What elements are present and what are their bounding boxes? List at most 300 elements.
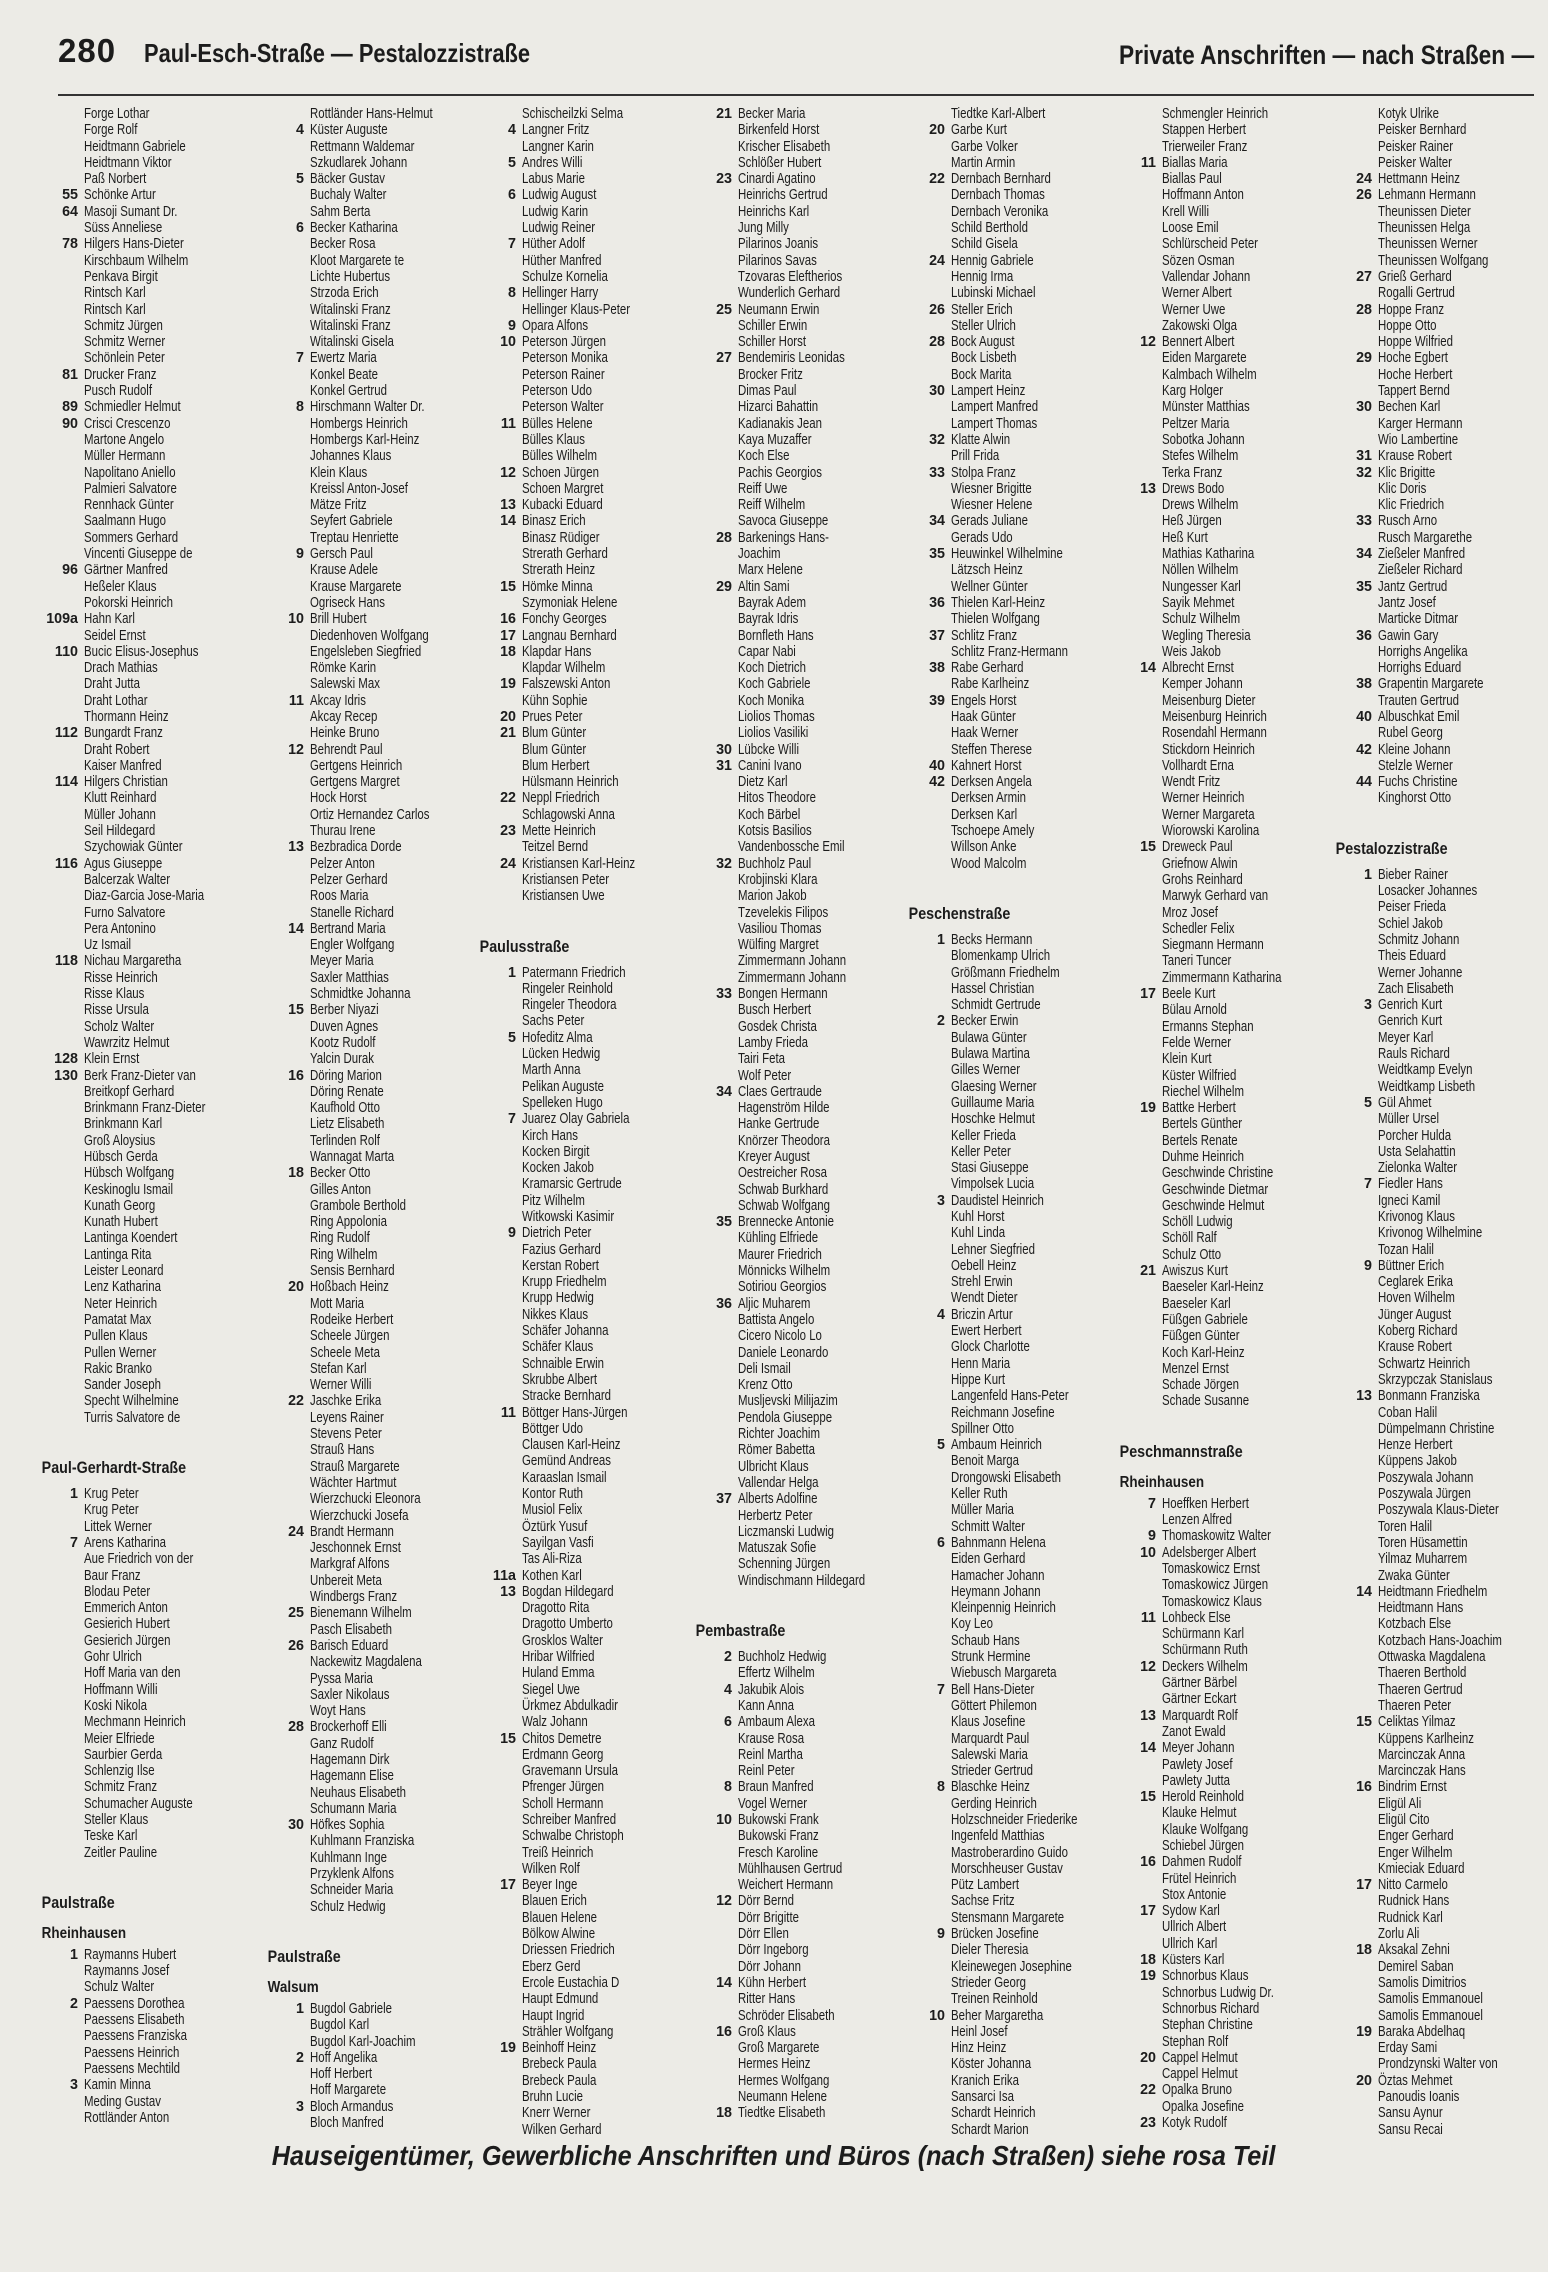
directory-entry <box>1334 2056 1546 2072</box>
resident-name: Witalinski Franz <box>310 301 391 318</box>
directory-entry <box>266 155 478 171</box>
directory-entry <box>907 1453 1119 1469</box>
resident-name: Stickdorn Heinrich <box>1162 741 1255 758</box>
directory-entry <box>1334 562 1546 578</box>
directory-entry <box>40 1551 252 1567</box>
directory-entry <box>1334 579 1546 595</box>
directory-entry <box>1334 1910 1546 1926</box>
directory-entry <box>1334 171 1546 187</box>
resident-name: Gertgens Margret <box>310 774 400 791</box>
resident-name: Ermanns Stephan <box>1162 1018 1254 1035</box>
house-number: 6 <box>724 1714 732 1731</box>
resident-name: Igneci Kamil <box>1378 1192 1441 1209</box>
resident-name: Schaub Hans <box>951 1632 1020 1649</box>
resident-name: Dernbach Thomas <box>951 187 1045 204</box>
house-number: 96 <box>62 562 78 579</box>
house-number: 12 <box>500 464 516 481</box>
directory-entry <box>40 1979 252 1995</box>
resident-name: Ring Rudolf <box>310 1230 370 1247</box>
resident-name: Daniele Leonardo <box>738 1344 829 1361</box>
resident-name: Siegel Uwe <box>522 1681 580 1698</box>
resident-name: Hennig Gabriele <box>951 252 1034 269</box>
resident-name: Eiden Margarete <box>1162 350 1247 367</box>
directory-entry <box>266 1133 478 1149</box>
directory-entry <box>694 1426 906 1442</box>
directory-entry <box>478 997 690 1013</box>
directory-entry <box>478 1405 690 1421</box>
directory-entry <box>1118 2115 1330 2131</box>
directory-entry <box>1118 2050 1330 2066</box>
resident-name: Kotzbach Else <box>1378 1616 1452 1633</box>
resident-name: Schöll Ralf <box>1162 1230 1217 1247</box>
directory-entry <box>1118 1312 1330 1328</box>
resident-name: Brücken Josefine <box>951 1926 1039 1943</box>
directory-entry <box>1118 1100 1330 1116</box>
directory-entry <box>1118 465 1330 481</box>
directory-entry <box>1334 1926 1546 1942</box>
resident-name: Braun Manfred <box>738 1779 814 1796</box>
resident-name: Penkava Birgit <box>84 268 158 285</box>
resident-name: Hoff Herbert <box>310 2066 373 2083</box>
resident-name: Draht Lothar <box>84 692 148 709</box>
directory-entry <box>1334 122 1546 138</box>
house-number: 28 <box>1356 301 1372 318</box>
street-heading: Paulusstraße <box>479 936 570 956</box>
house-number: 26 <box>288 1637 304 1654</box>
resident-name: Glock Charlotte <box>951 1339 1030 1356</box>
directory-entry <box>907 1535 1119 1551</box>
directory-entry <box>478 171 690 187</box>
resident-name: Kirschbaum Wilhelm <box>84 252 189 269</box>
directory-entry <box>478 1942 690 1958</box>
directory-entry <box>40 1796 252 1812</box>
resident-name: Heuwinkel Wilhelmine <box>951 546 1063 563</box>
house-number: 114 <box>54 774 78 791</box>
house-number: 112 <box>54 725 78 742</box>
house-number: 2 <box>937 1013 945 1030</box>
resident-name: Bertels Günther <box>1162 1116 1243 1133</box>
resident-name: Tomaskowicz Ernst <box>1162 1560 1260 1577</box>
directory-entry <box>40 269 252 285</box>
directory-entry <box>40 318 252 334</box>
resident-name: Zanot Ewald <box>1162 1723 1226 1740</box>
resident-name: Buchaly Walter <box>310 187 387 204</box>
directory-entry <box>907 2073 1119 2089</box>
resident-name: Risse Klaus <box>84 986 145 1003</box>
resident-name: Stanelle Richard <box>310 904 394 921</box>
directory-entry <box>694 269 906 285</box>
resident-name: Coban Halil <box>1378 1404 1438 1421</box>
resident-name: Paessens Heinrich <box>84 2044 180 2061</box>
directory-entry <box>694 139 906 155</box>
directory-entry <box>907 2056 1119 2072</box>
resident-name: Szkudlarek Johann <box>310 154 408 171</box>
directory-entry <box>1118 1854 1330 1870</box>
directory-entry <box>1334 1682 1546 1698</box>
directory-entry <box>694 318 906 334</box>
resident-name: Ludwig Karin <box>522 203 589 220</box>
resident-name: Schmidtke Johanna <box>310 986 411 1003</box>
directory-entry <box>907 1991 1119 2007</box>
street-range-title: Paul-Esch-Straße — Pestalozzistraße <box>144 38 530 68</box>
directory-entry <box>1118 1068 1330 1084</box>
directory-entry <box>40 1963 252 1979</box>
directory-entry <box>266 1882 478 1898</box>
directory-entry <box>1334 676 1546 692</box>
directory-entry <box>478 1633 690 1649</box>
resident-name: Jung Milly <box>738 220 789 237</box>
resident-name: Eligül Cito <box>1378 1811 1430 1828</box>
directory-entry <box>478 628 690 644</box>
resident-name: Bendemiris Leonidas <box>738 350 845 367</box>
directory-entry <box>266 448 478 464</box>
directory-entry <box>907 2089 1119 2105</box>
directory-entry <box>266 1019 478 1035</box>
resident-name: Bienemann Wilhelm <box>310 1605 412 1622</box>
house-number: 16 <box>1140 1854 1156 1871</box>
directory-entry <box>40 497 252 513</box>
directory-entry <box>40 693 252 709</box>
directory-entry <box>40 644 252 660</box>
resident-name: Lampert Thomas <box>951 415 1038 432</box>
resident-name: Saalmann Hugo <box>84 513 167 530</box>
directory-entry <box>266 253 478 269</box>
resident-name: Horrighs Eduard <box>1378 660 1462 677</box>
directory-entry <box>1334 774 1546 790</box>
resident-name: Duhme Heinrich <box>1162 1149 1245 1165</box>
resident-name: Müller Maria <box>951 1502 1014 1519</box>
directory-entry <box>40 595 252 611</box>
resident-name: Henn Maria <box>951 1355 1011 1372</box>
directory-entry <box>266 1703 478 1719</box>
directory-entry <box>907 187 1119 203</box>
resident-name: Gesierich Jürgen <box>84 1632 171 1649</box>
resident-name: Hahn Karl <box>84 611 135 628</box>
house-number: 13 <box>1356 1388 1372 1405</box>
resident-name: Richter Joachim <box>738 1426 820 1443</box>
resident-name: Bugdol Gabriele <box>310 2000 393 2017</box>
resident-name: Arens Katharina <box>84 1534 167 1551</box>
directory-entry <box>266 1491 478 1507</box>
resident-name: Heymann Johann <box>951 1583 1041 1600</box>
directory-entry <box>478 1796 690 1812</box>
directory-entry <box>694 676 906 692</box>
resident-name: Krobjinski Klara <box>738 871 818 888</box>
directory-entry <box>266 1198 478 1214</box>
resident-name: Garbe Kurt <box>951 122 1007 139</box>
resident-name: Nikkes Klaus <box>522 1306 589 1323</box>
resident-name: Becker Katharina <box>310 220 398 237</box>
directory-entry <box>40 1584 252 1600</box>
directory-entry <box>1334 965 1546 981</box>
resident-name: Peiser Frieda <box>1378 899 1447 916</box>
resident-name: Weis Jakob <box>1162 643 1221 660</box>
directory-entry <box>478 122 690 138</box>
directory-column <box>694 106 906 2122</box>
resident-name: Küsters Karl <box>1162 1952 1225 1969</box>
resident-name: Pilarinos Joanis <box>738 236 819 253</box>
directory-entry <box>40 2012 252 2028</box>
house-number: 11a <box>492 1567 516 1584</box>
resident-name: Wierzchucki Eleonora <box>310 1491 421 1508</box>
directory-entry <box>907 1339 1119 1355</box>
resident-name: Cinardi Agatino <box>738 171 816 188</box>
directory-entry <box>1118 106 1330 122</box>
resident-name: Hippe Kurt <box>951 1371 1006 1388</box>
resident-name: Haak Günter <box>951 708 1016 725</box>
directory-entry <box>40 383 252 399</box>
resident-name: Hoffmann Anton <box>1162 187 1244 204</box>
house-number: 30 <box>716 741 732 758</box>
resident-name: Schumann Maria <box>310 1800 397 1817</box>
resident-name: Porcher Hulda <box>1378 1127 1452 1144</box>
resident-name: Pokorski Heinrich <box>84 594 173 611</box>
house-number: 7 <box>70 1534 78 1551</box>
resident-name: Hübsch Gerda <box>84 1149 158 1165</box>
resident-name: Ambaum Alexa <box>738 1714 815 1731</box>
directory-entry <box>907 1942 1119 1958</box>
resident-name: Adelsberger Albert <box>1162 1544 1257 1561</box>
directory-entry <box>478 220 690 236</box>
directory-entry <box>40 432 252 448</box>
resident-name: Fazius Gerhard <box>522 1241 601 1258</box>
directory-entry <box>266 1035 478 1051</box>
directory-entry <box>266 709 478 725</box>
directory-entry <box>478 1160 690 1176</box>
resident-name: Kuhl Horst <box>951 1209 1005 1225</box>
directory-entry <box>1334 693 1546 709</box>
directory-entry <box>1118 693 1330 709</box>
resident-name: Karg Holger <box>1162 383 1224 400</box>
resident-name: Weidtkamp Lisbeth <box>1378 1078 1476 1095</box>
directory-entry <box>40 1133 252 1149</box>
resident-name: Samolis Dimitrios <box>1378 1974 1467 1991</box>
directory-entry <box>694 774 906 790</box>
footer-note <box>0 2140 1548 2172</box>
resident-name: Hirschmann Walter Dr. <box>310 399 425 416</box>
directory-entry <box>1334 285 1546 301</box>
resident-name: Sotiriou Georgios <box>738 1279 827 1296</box>
directory-entry <box>694 220 906 236</box>
directory-entry <box>694 1698 906 1714</box>
directory-entry <box>694 253 906 269</box>
resident-name: Pütz Lambert <box>951 1877 1020 1894</box>
directory-entry <box>1118 416 1330 432</box>
directory-entry <box>907 122 1119 138</box>
resident-name: Deckers Wilhelm <box>1162 1658 1248 1675</box>
resident-name: Drews Wilhelm <box>1162 497 1239 514</box>
house-number: 35 <box>716 1214 732 1231</box>
directory-entry <box>907 465 1119 481</box>
resident-name: Langner Karin <box>522 138 594 155</box>
directory-entry <box>1334 1372 1546 1388</box>
resident-name: Turris Salvatore de <box>84 1409 181 1426</box>
directory-entry <box>694 807 906 823</box>
resident-name: Becker Erwin <box>951 1013 1019 1030</box>
resident-name: Marquardt Paul <box>951 1730 1030 1747</box>
resident-name: Falszewski Anton <box>522 676 611 693</box>
directory-entry <box>478 660 690 676</box>
directory-entry <box>266 742 478 758</box>
directory-entry <box>694 709 906 725</box>
directory-entry <box>478 1062 690 1078</box>
directory-entry <box>478 611 690 627</box>
directory-entry <box>1334 513 1546 529</box>
directory-entry <box>40 122 252 138</box>
section-spacer <box>40 1861 252 1885</box>
resident-name: Koski Nikola <box>84 1697 147 1714</box>
directory-entry <box>478 383 690 399</box>
resident-name: Liolios Vasiliki <box>738 725 809 742</box>
resident-name: Krischer Elisabeth <box>738 138 831 155</box>
directory-entry <box>1118 1805 1330 1821</box>
directory-entry <box>40 937 252 953</box>
directory-entry <box>40 302 252 318</box>
house-number: 39 <box>929 692 945 709</box>
directory-entry <box>1334 2024 1546 2040</box>
directory-entry <box>1118 1903 1330 1919</box>
directory-column <box>478 106 690 2138</box>
directory-entry <box>40 579 252 595</box>
directory-entry <box>694 1279 906 1295</box>
directory-entry <box>694 1068 906 1084</box>
directory-entry <box>1118 1393 1330 1409</box>
resident-name: Küster Auguste <box>310 122 388 139</box>
resident-name: Agus Giuseppe <box>84 855 163 872</box>
directory-entry <box>907 1242 1119 1258</box>
resident-name: Battke Herbert <box>1162 1100 1236 1117</box>
resident-name: Schenning Jürgen <box>738 1556 831 1573</box>
directory-entry <box>1334 660 1546 676</box>
header-rule <box>58 94 1534 96</box>
house-number: 12 <box>1140 334 1156 351</box>
resident-name: Werner Johanne <box>1378 964 1463 981</box>
directory-entry <box>478 1535 690 1551</box>
directory-entry <box>40 465 252 481</box>
directory-entry <box>40 709 252 725</box>
resident-name: Rottländer Anton <box>84 2109 170 2126</box>
resident-name: Wood Malcolm <box>951 855 1027 872</box>
resident-name: Bülles Helene <box>522 415 593 432</box>
directory-entry <box>478 253 690 269</box>
directory-entry <box>478 807 690 823</box>
resident-name: Derksen Angela <box>951 774 1032 791</box>
directory-entry <box>266 1345 478 1361</box>
resident-name: Koy Leo <box>951 1616 993 1633</box>
directory-entry <box>478 350 690 366</box>
directory-entry <box>1118 1051 1330 1067</box>
directory-entry <box>694 628 906 644</box>
house-number: 15 <box>1140 839 1156 856</box>
resident-name: Müller Johann <box>84 806 156 823</box>
resident-name: Lätzsch Heinz <box>951 562 1023 579</box>
directory-entry <box>1334 106 1546 122</box>
resident-name: Samolis Emmanouel <box>1378 2007 1483 2024</box>
directory-entry <box>907 1323 1119 1339</box>
directory-entry <box>907 790 1119 806</box>
resident-name: Sander Joseph <box>84 1377 161 1394</box>
resident-name: Marcinczak Anna <box>1378 1746 1466 1763</box>
house-number: 13 <box>1140 1707 1156 1724</box>
resident-name: Ortiz Hernandez Carlos <box>310 806 430 823</box>
resident-name: Prill Frida <box>951 448 1000 465</box>
directory-entry <box>266 758 478 774</box>
resident-name: Strauß Margarete <box>310 1458 400 1475</box>
resident-name: Bucic Elisus-Josephus <box>84 643 199 660</box>
resident-name: Römer Babetta <box>738 1442 815 1459</box>
directory-entry <box>1118 383 1330 399</box>
resident-name: Teske Karl <box>84 1828 138 1845</box>
house-number: 8 <box>296 399 304 416</box>
resident-name: Bukowski Franz <box>738 1828 819 1845</box>
section-spacer <box>266 1915 478 1939</box>
directory-entry <box>1118 432 1330 448</box>
directory-entry <box>478 2024 690 2040</box>
directory-entry <box>1334 1405 1546 1421</box>
directory-entry <box>478 1258 690 1274</box>
directory-entry <box>1118 660 1330 676</box>
resident-name: Hellinger Klaus-Peter <box>522 301 631 318</box>
house-number: 25 <box>716 301 732 318</box>
resident-name: Strehl Erwin <box>951 1274 1013 1291</box>
resident-name: Geschwinde Dietmar <box>1162 1181 1269 1198</box>
directory-entry <box>694 921 906 937</box>
house-number: 21 <box>1140 1263 1156 1280</box>
house-number: 40 <box>929 757 945 774</box>
house-number: 33 <box>929 464 945 481</box>
house-number: 7 <box>508 236 516 253</box>
house-number: 4 <box>937 1306 945 1323</box>
resident-name: Masoji Sumant Dr. <box>84 203 178 220</box>
house-number: 20 <box>288 1279 304 1296</box>
resident-name: Aljic Muharem <box>738 1295 811 1312</box>
directory-entry <box>694 1991 906 2007</box>
resident-name: Blauen Erich <box>522 1893 587 1910</box>
directory-entry <box>478 1470 690 1486</box>
resident-name: Effertz Wilhelm <box>738 1665 815 1682</box>
resident-name: Pelzer Anton <box>310 855 375 872</box>
directory-entry <box>266 1247 478 1263</box>
directory-entry <box>1334 1258 1546 1274</box>
directory-entry <box>1118 269 1330 285</box>
resident-name: Werner Albert <box>1162 285 1232 302</box>
directory-entry <box>1118 579 1330 595</box>
directory-entry <box>1334 220 1546 236</box>
directory-entry <box>40 742 252 758</box>
directory-entry <box>907 1079 1119 1095</box>
resident-name: Jantz Gertrud <box>1378 578 1448 595</box>
directory-entry <box>1334 2122 1546 2138</box>
directory-entry <box>40 546 252 562</box>
directory-entry <box>907 546 1119 562</box>
directory-entry <box>266 823 478 839</box>
house-number: 6 <box>508 187 516 204</box>
directory-entry <box>266 139 478 155</box>
directory-entry <box>266 2082 478 2098</box>
resident-name: Schwalbe Christoph <box>522 1828 624 1845</box>
resident-name: Schulz Otto <box>1162 1246 1222 1263</box>
directory-entry <box>1334 790 1546 806</box>
directory-entry <box>1118 1952 1330 1968</box>
resident-name: Kann Anna <box>738 1697 794 1714</box>
resident-name: Saxler Nikolaus <box>310 1686 390 1703</box>
directory-entry <box>478 1959 690 1975</box>
directory-entry <box>907 448 1119 464</box>
resident-name: Lehmann Hermann <box>1378 187 1476 204</box>
directory-entry <box>1118 1345 1330 1361</box>
directory-entry <box>40 1682 252 1698</box>
resident-name: Lietz Elisabeth <box>310 1116 385 1133</box>
